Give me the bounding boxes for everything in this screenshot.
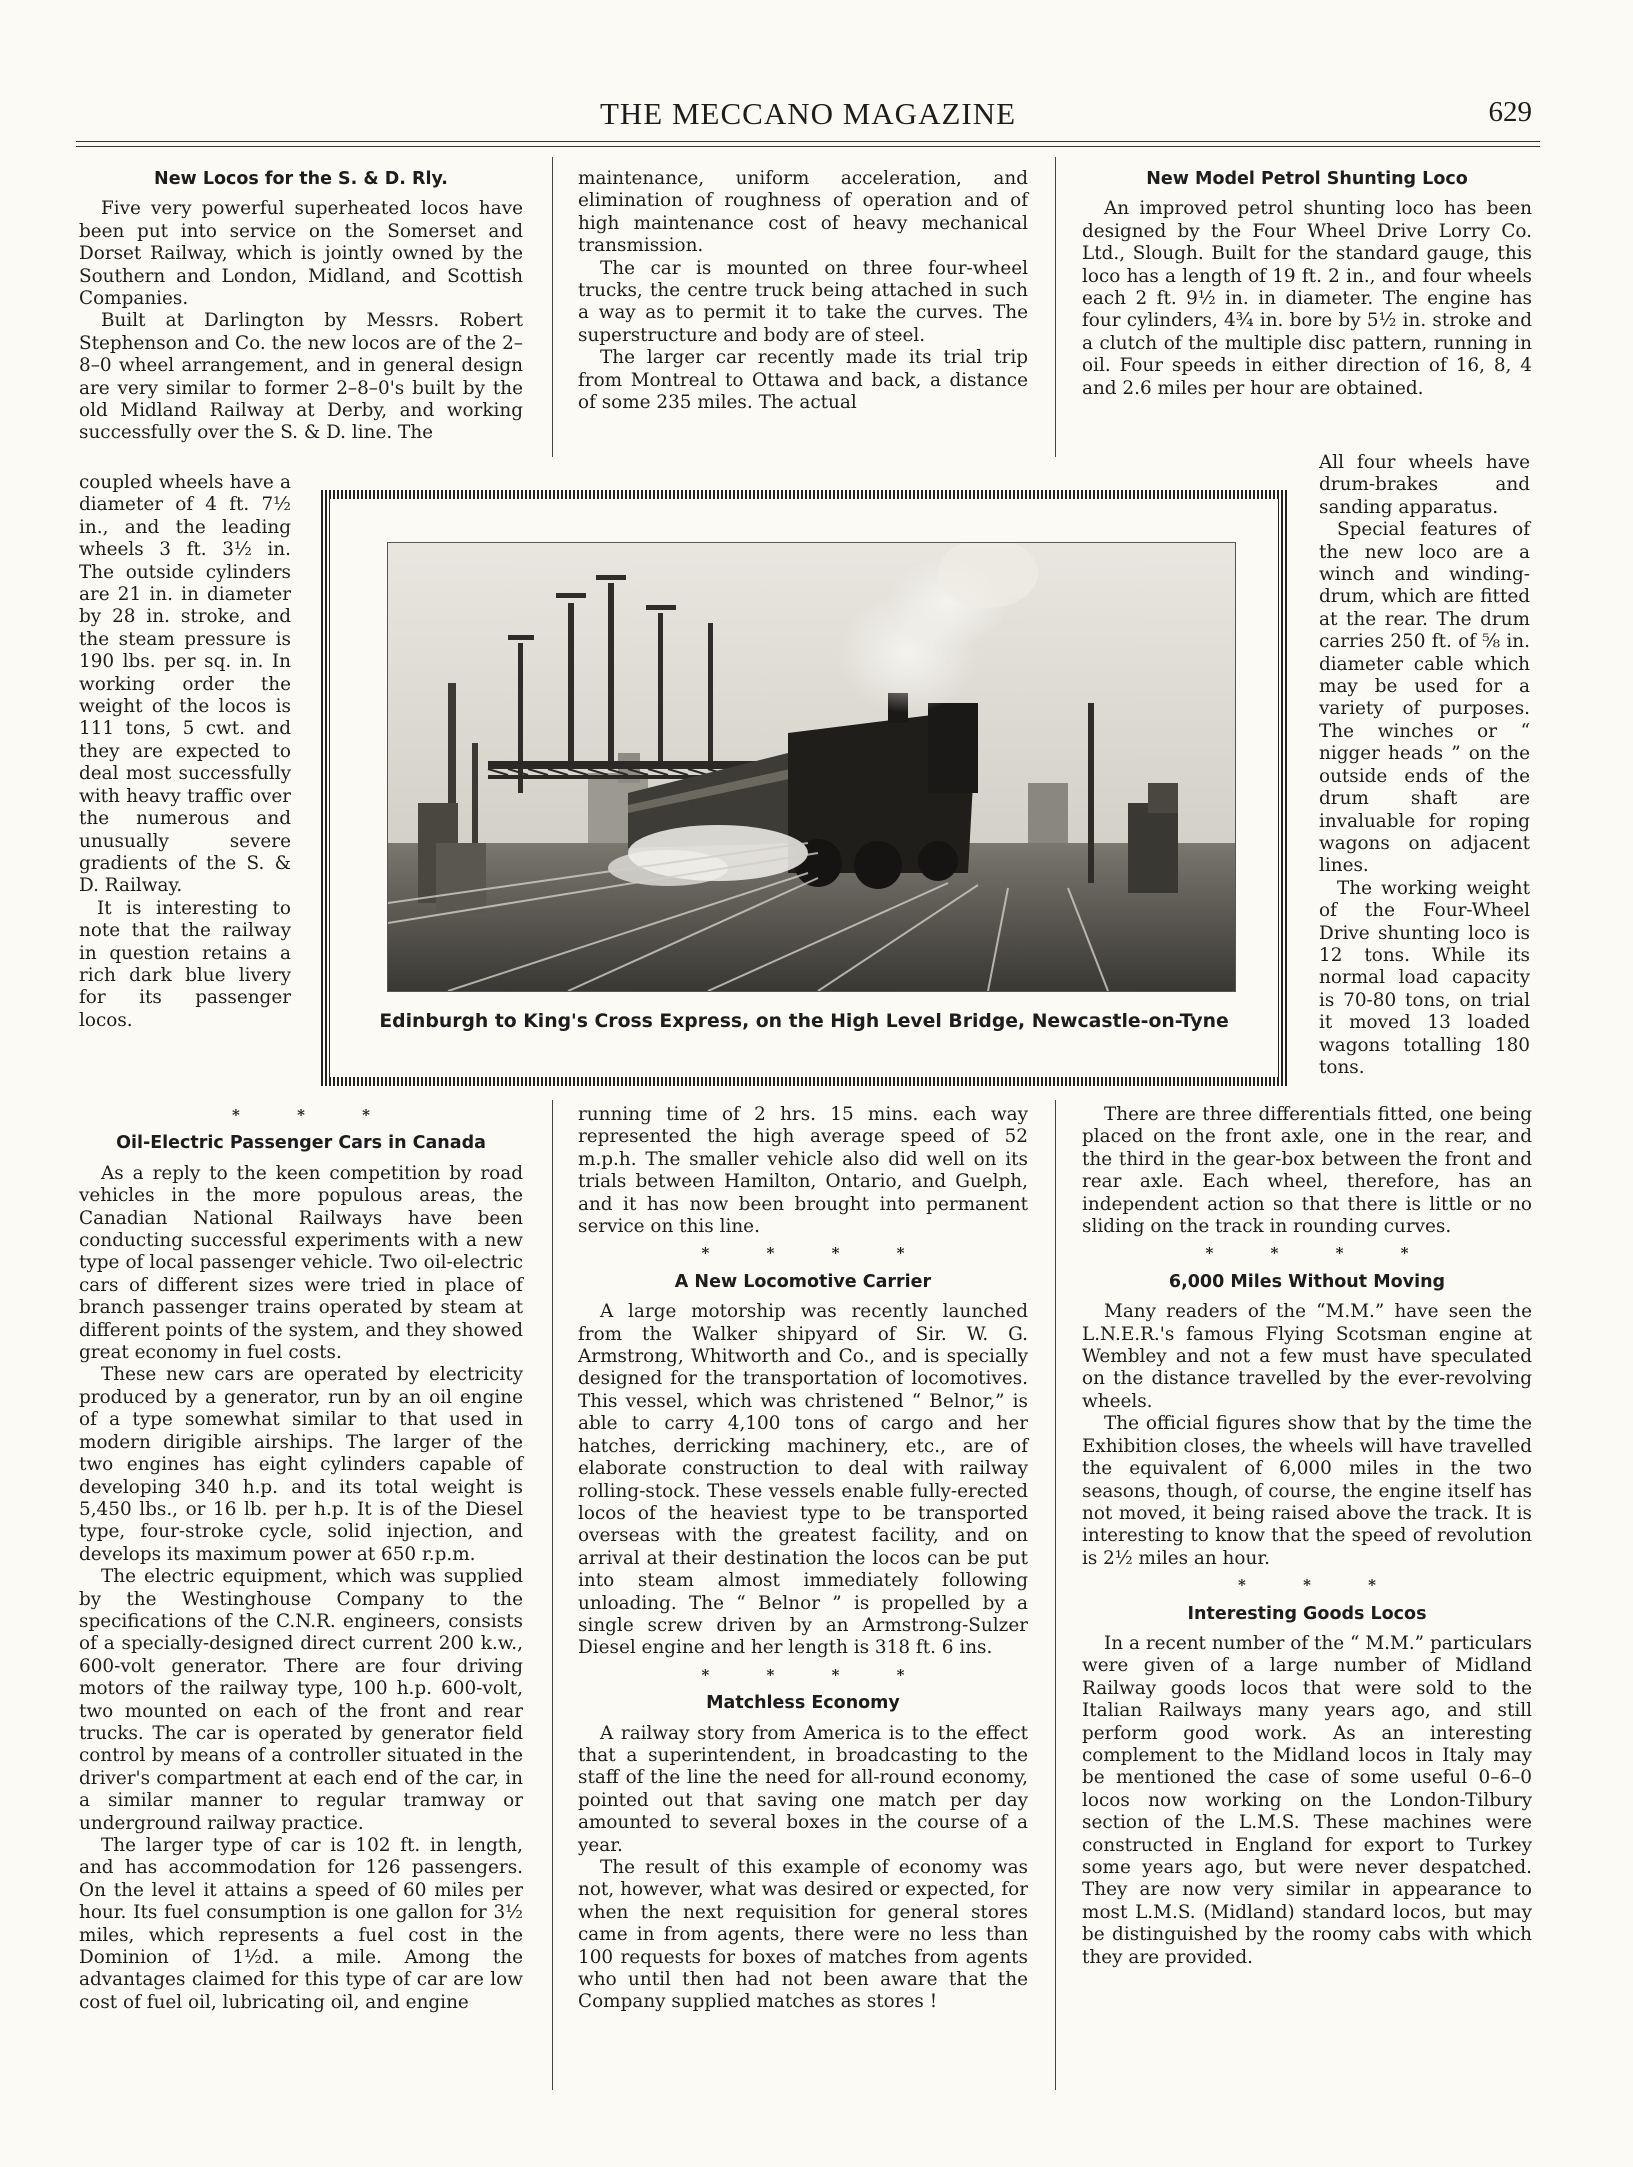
article-sd-locos bbox=[79, 168, 523, 445]
article-heading: Oil-Electric Passenger Cars in Canada bbox=[116, 1133, 486, 1154]
paragraph: In a recent number of the “ M.M.” particulars were given of a large number of Midland Railway goods locos that were sold to the Italian Railways many years ago, and still perform good work. As an interesting complement to the Midland locos in Italy may be mentioned the case of some useful 0–6–0 locos now working on the London-Tilbury section of the L.M.S. These machines were constructed in England for export to Turkey some years ago, but were never despatched. They are now very similar in appearance to most L.M.S. (Midland) standard locos, but may be distinguished by the roomy cabs with which they are provided. bbox=[1082, 1632, 1532, 1968]
paragraph: As a reply to the keen competition by road vehicles in the more populous areas, the Canadian National Railways have been conducting successful experiments with a new type of local passenger vehicle. Two oil-electric cars of different sizes were tried in place of branch passenger trains operated by steam at different points of the system, and they showed great economy in fuel costs. bbox=[79, 1162, 523, 1364]
page-header bbox=[76, 96, 1540, 136]
section-separator: * * * * bbox=[701, 1244, 931, 1263]
paragraph: Many readers of the “M.M.” have seen the L.N.E.R.'s famous Flying Scotsman engine at Wembley and not a few must have speculated on the distance travelled by the ever-revolving wheels. bbox=[1082, 1301, 1532, 1412]
paragraph: running time of 2 hrs. 15 mins. each way represented the high average speed of 52 m.p.h. The smaller vehicle also did well on its trials between Hamilton, Ontario, and Guelph, and it has now been brought into permanent service on this line. bbox=[578, 1104, 1028, 1238]
photo-frame bbox=[321, 490, 1287, 1086]
article-petrol-end-and-more bbox=[1082, 1104, 1532, 1969]
column-divider bbox=[552, 157, 553, 457]
paragraph: Built at Darlington by Messrs. Robert Stephenson and Co. the new locos are of the 2–8–0 wheel arrangement, and in general design are very similar to former 2–8–0's built by the old Midland Railway at Derby, and working successfully over the S. & D. line. The bbox=[79, 310, 523, 444]
header-rule bbox=[76, 141, 1540, 142]
paragraph: The electric equipment, which was supplied by the Westinghouse Company to the specifications of the C.N.R. engineers, consists of a specially-designed direct current 200 k.w., 600-volt generator. There are four driving motors of the railway type, 100 h.p. 600-volt, two mounted on each of the front and rear trucks. The car is operated by generator field control by means of a controller situated in the driver's compartment at each end of the car, in a similar manner to regular tramway or underground railway practice. bbox=[79, 1566, 523, 1834]
magazine-title: THE MECCANO MAGAZINE bbox=[599, 96, 1017, 131]
photo-caption: Edinburgh to King's Cross Express, on the High Level Bridge, Newcastle-on-Tyne bbox=[379, 1011, 1229, 1032]
paragraph: There are three differentials fitted, one being placed on the front axle, one in the rear, and the third in the gear-box between the front and rear axle. Each wheel, therefore, has an independent action so that there is little or no sliding on the track in rounding curves. bbox=[1082, 1104, 1532, 1238]
paragraph: Five very powerful superheated locos have been put into service on the Somerset and Dorset Railway, which is jointly owned by the Southern and London, Midland, and Scottish Companies. bbox=[79, 198, 523, 310]
section-separator: * * * bbox=[232, 1106, 396, 1124]
paragraph: The larger car recently made its trial trip from Montreal to Ottawa and back, a distance of some 235 miles. The actual bbox=[578, 347, 1028, 414]
column-divider bbox=[1055, 157, 1056, 457]
article-canada-end-and-more bbox=[578, 1104, 1028, 2014]
header-rule-2 bbox=[76, 146, 1540, 147]
article-canada bbox=[79, 1100, 523, 2014]
paragraph: Special features of the new loco are a winch and winding-drum, which are fitted at the rear. The drum carries 250 ft. of ⅝ in. diameter cable which may be used for a variety of purposes. The winches or “ nigger heads ” on the outside ends of the drum shaft are invaluable for roping wagons on adjacent lines. bbox=[1319, 519, 1530, 877]
article-heading: A New Locomotive Carrier bbox=[674, 1271, 932, 1292]
article-sd-locos-continued bbox=[79, 472, 291, 1032]
paragraph: These new cars are operated by electricity produced by a generator, run by an oil engine of a type somewhat similar to that used in modern dirigible airships. The larger of the two engines has eight cylinders capable of developing 340 h.p. and its total weight is 5,450 lbs., or 16 lb. per h.p. It is of the Diesel type, four-stroke cycle, solid injection, and develops its maximum power at 650 r.p.m. bbox=[79, 1364, 523, 1565]
page-number: 629 bbox=[1488, 96, 1532, 128]
article-heading: Matchless Economy bbox=[706, 1693, 900, 1714]
article-heading: New Locos for the S. & D. Rly. bbox=[154, 169, 448, 189]
article-canada-continued-top bbox=[578, 168, 1028, 414]
paragraph: The car is mounted on three four-wheel trucks, the centre truck being attached in such a way as to permit it to take the curves. The superstructure and body are of steel. bbox=[578, 257, 1028, 346]
express-train-image bbox=[388, 543, 1235, 991]
paragraph: The larger type of car is 102 ft. in length, and has accommodation for 126 passengers. On the level it attains a speed of 60 miles per hour. Its fuel consumption is one gallon for 3½ miles, which represents a fuel cost in the Dominion of 1½d. a mile. Among the advantages claimed for this type of car are low cost of fuel oil, lubricating oil, and engine bbox=[79, 1835, 523, 2013]
paragraph: The result of this example of economy was not, however, what was desired or expected, for when the next requisition for general stores came in from agents, there were no less than 100 requests for boxes of matches from agents who until then had not been aware that the Company supplied matches as stores ! bbox=[578, 1857, 1028, 2013]
train-photo bbox=[387, 542, 1236, 992]
article-heading: Interesting Goods Locos bbox=[1187, 1603, 1427, 1624]
paragraph: An improved petrol shunting loco has been designed by the Four Wheel Drive Lorry Co. Ltd., Slough. Built for the standard gauge, this loco has a length of 19 ft. 2 in., and four wheels each 2 ft. 9½ in. in diameter. The engine has four cylinders, 4¾ in. bore by 5½ in. stroke and a clutch of the multiple disc pattern, running in oil. Four speeds in either direction of 16, 8, 4 and 2.6 miles per hour are obtained. bbox=[1082, 198, 1532, 399]
column-divider bbox=[1055, 1100, 1056, 2090]
column-divider bbox=[552, 1100, 553, 2090]
section-separator: * * * * bbox=[1205, 1244, 1435, 1263]
article-heading: 6,000 Miles Without Moving bbox=[1168, 1271, 1446, 1292]
paragraph: All four wheels have drum-brakes and sanding apparatus. bbox=[1319, 452, 1530, 518]
article-petrol-loco-continued bbox=[1319, 452, 1530, 1079]
section-separator: * * * * bbox=[701, 1665, 931, 1684]
paragraph: The working weight of the Four-Wheel Drive shunting loco is 12 tons. While its normal load capacity is 70-80 tons, on trial it moved 13 loaded wagons totalling 180 tons. bbox=[1319, 877, 1530, 1078]
section-separator: * * * bbox=[1238, 1576, 1402, 1595]
paragraph: A railway story from America is to the effect that a superintendent, in broadcasting to the staff of the line the need for all-round economy, pointed out that saving one match per day amounted to several boxes in the course of a year. bbox=[578, 1722, 1028, 1856]
article-heading: New Model Petrol Shunting Loco bbox=[1146, 169, 1468, 189]
paragraph: A large motorship was recently launched from the Walker shipyard of Sir. W. G. Armstrong, Whitworth and Co., and is specially designed for the transportation of locomotives. This vessel, which was christened “ Belnor,” is able to carry 4,100 tons of cargo and her hatches, derricking machinery, etc., are of elaborate construction to deal with railway rolling-stock. These vessels enable fully-erected locos of the heaviest type to be transported overseas with the greatest facility, and on arrival at their destination the locos can be put into steam almost immediately following unloading. The “ Belnor ” is propelled by a single screw driven by an Armstrong-Sulzer Diesel engine and her length is 318 ft. 6 ins. bbox=[578, 1301, 1028, 1659]
paragraph: It is interesting to note that the railway in question retains a rich dark blue livery for its passenger locos. bbox=[79, 897, 291, 1031]
paragraph: coupled wheels have a diameter of 4 ft. 7½ in., and the leading wheels 3 ft. 3½ in. The outside cylinders are 21 in. in diameter by 28 in. stroke, and the steam pressure is 190 lbs. per sq. in. In working order the weight of the locos is 111 tons, 5 cwt. and they are expected to deal most successfully with heavy traffic over the numerous and unusually severe gradients of the S. & D. Railway. bbox=[79, 472, 291, 897]
article-petrol-loco bbox=[1082, 168, 1532, 400]
paragraph: The official figures show that by the time the Exhibition closes, the wheels will have travelled the equivalent of 6,000 miles in the two seasons, though, of course, the engine itself has not moved, it being raised above the track. It is interesting to know that the speed of revolution is 2½ miles an hour. bbox=[1082, 1413, 1532, 1569]
paragraph: maintenance, uniform acceleration, and elimination of roughness of operation and of high maintenance cost of heavy mechanical transmission. bbox=[578, 168, 1028, 257]
